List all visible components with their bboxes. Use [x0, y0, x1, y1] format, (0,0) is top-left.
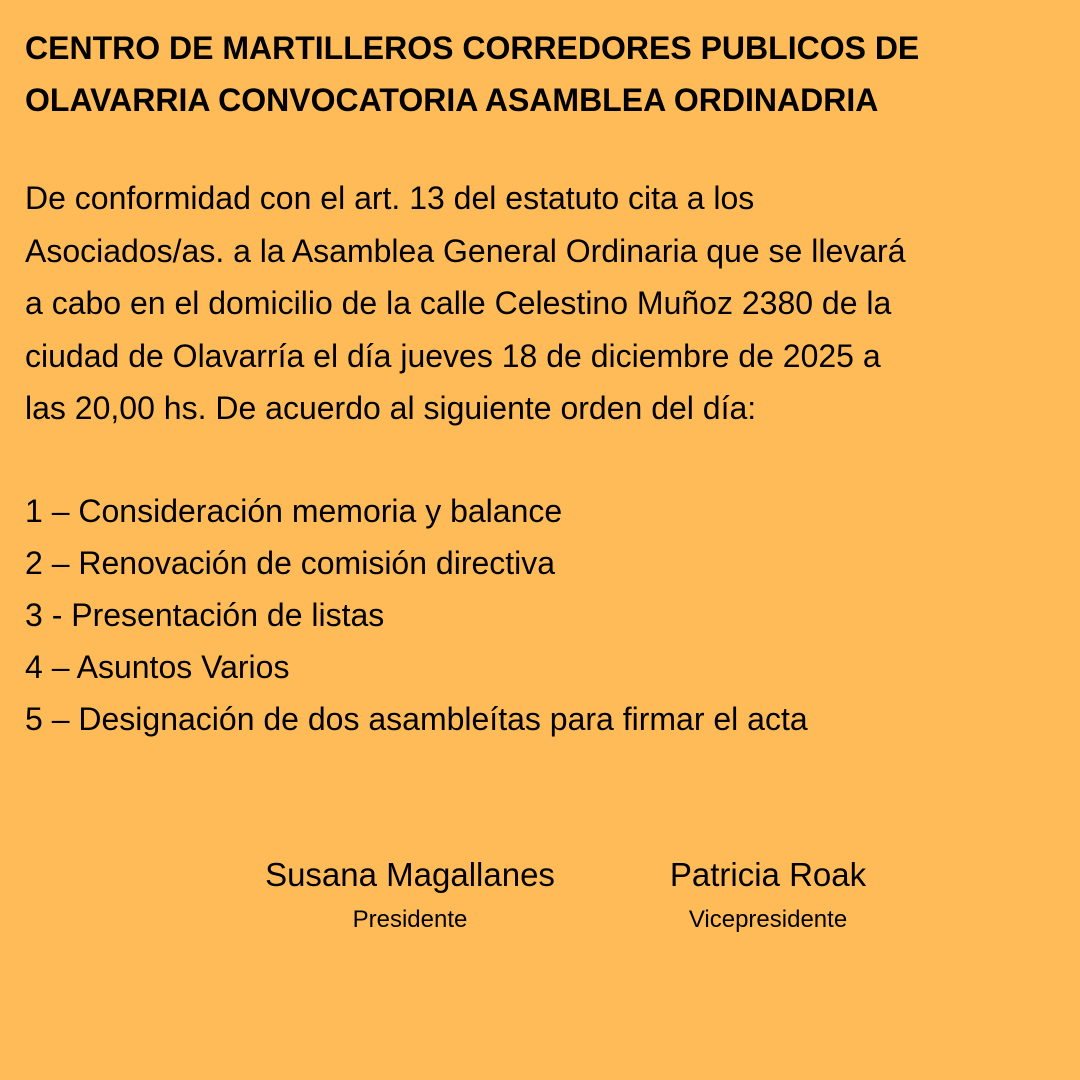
signatory-name: Susana Magallanes — [265, 856, 555, 893]
agenda-item: 5 – Designación de dos asambleítas para firmar el acta — [25, 701, 808, 737]
announcement-title — [25, 22, 1075, 126]
title-line: CENTRO DE MARTILLEROS CORREDORES PUBLICOS DE — [25, 30, 920, 66]
paragraph-line: Asociados/as. a la Asamblea General Ordinaria que se llevará — [25, 232, 906, 269]
paragraph-line: De conformidad con el art. 13 del estatuto cita a los — [25, 180, 755, 216]
title-line: OLAVARRIA CONVOCATORIA ASAMBLEA ORDINADRIA — [25, 82, 879, 118]
agenda-item: 2 – Renovación de comisión directiva — [25, 545, 556, 581]
agenda-item: 4 – Asuntos Varios — [25, 649, 290, 685]
convocation-paragraph — [25, 172, 1065, 435]
agenda-item: 1 – Consideración memoria y balance — [25, 493, 563, 529]
agenda-list — [25, 485, 1065, 745]
paragraph-line: ciudad de Olavarría el día jueves 18 de diciembre de 2025 a — [25, 337, 881, 374]
signatory-name: Patricia Roak — [669, 856, 867, 893]
signatory-role: Presidente — [352, 906, 468, 933]
paragraph-line: las 20,00 hs. De acuerdo al siguiente orden del día: — [25, 390, 757, 426]
agenda-item: 3 - Presentación de listas — [25, 597, 385, 633]
paragraph-line: a cabo en el domicilio de la calle Celestino Muñoz 2380 de la — [25, 285, 892, 321]
signatory-role: Vicepresidente — [688, 906, 848, 933]
signatory-president — [230, 855, 590, 935]
signatory-vicepresident — [608, 855, 928, 935]
